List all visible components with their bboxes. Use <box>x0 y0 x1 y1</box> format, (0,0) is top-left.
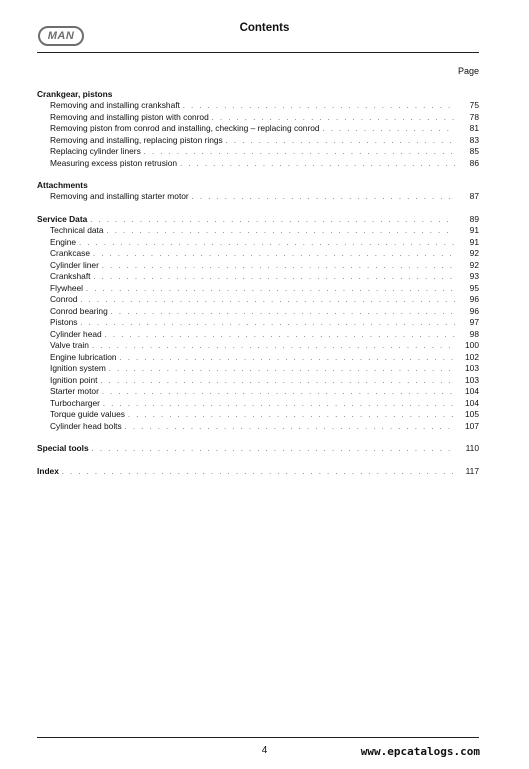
entry-label: Removing and installing, replacing piston rings <box>50 134 223 145</box>
entry-page: 98 <box>469 328 479 339</box>
section-title[interactable]: Attachments <box>37 180 88 190</box>
entry-page: 104 <box>465 397 479 408</box>
dot-leader <box>94 272 456 284</box>
entry-label: Removing and installing crankshaft <box>50 100 180 110</box>
toc-entry[interactable] <box>37 123 479 135</box>
entry-page: 105 <box>465 409 479 419</box>
entry-page: 103 <box>465 363 479 373</box>
entry-label: Starter motor <box>50 386 99 396</box>
section-page: 89 <box>469 213 479 224</box>
entry-label: Cylinder head <box>50 328 102 339</box>
footer-divider <box>37 737 479 738</box>
entry-label: Engine lubrication <box>50 351 117 362</box>
toc-entry[interactable] <box>37 237 479 249</box>
table-of-contents <box>37 89 479 488</box>
entry-page: 83 <box>469 134 479 145</box>
entry-label: Removing and installing starter motor <box>50 191 189 201</box>
dot-leader <box>128 410 455 422</box>
section-title: Service Data <box>37 213 88 224</box>
entry-page: 104 <box>465 386 479 396</box>
dot-leader <box>111 307 455 319</box>
toc-entry[interactable] <box>37 112 479 124</box>
dot-leader <box>93 249 455 261</box>
dot-leader <box>180 159 455 171</box>
entry-page: 91 <box>469 236 479 247</box>
toc-section-index <box>37 466 479 478</box>
section-page: 117 <box>465 465 479 476</box>
toc-entry[interactable] <box>37 398 479 410</box>
dot-leader <box>125 422 455 434</box>
toc-entry[interactable] <box>37 271 479 283</box>
entry-label: Technical data <box>50 225 104 235</box>
man-logo: MAN <box>38 26 84 46</box>
dot-leader <box>102 261 455 273</box>
section-page: 110 <box>465 443 479 453</box>
entry-page: 81 <box>469 123 479 133</box>
entry-page: 107 <box>465 420 479 431</box>
toc-entry[interactable] <box>37 306 479 318</box>
entry-page: 85 <box>469 146 479 156</box>
dot-leader <box>120 353 455 365</box>
dot-leader <box>90 215 455 227</box>
entry-label: Cylinder head bolts <box>50 420 122 431</box>
toc-section-attachments <box>37 180 479 203</box>
entry-label: Turbocharger <box>50 397 100 408</box>
entry-label: Valve train <box>50 340 89 350</box>
entry-label: Engine <box>50 236 77 247</box>
entry-label: Ignition system <box>50 363 106 373</box>
toc-section-special-tools <box>37 443 479 455</box>
entry-label: Crankshaft <box>50 271 91 281</box>
toc-entry[interactable] <box>37 294 479 306</box>
entry-page: 87 <box>469 191 479 201</box>
dot-leader <box>105 330 455 342</box>
entry-page: 91 <box>469 225 479 235</box>
entry-label: Flywheel <box>50 282 84 293</box>
dot-leader <box>102 387 455 399</box>
entry-label: Conrod bearing <box>50 305 108 316</box>
watermark-url[interactable]: www.epcatalogs.com <box>360 745 480 758</box>
section-title[interactable]: Crankgear, pistons <box>37 89 113 99</box>
dot-leader <box>144 147 455 159</box>
page-column-header: Page <box>457 66 479 76</box>
entry-page: 97 <box>469 317 479 327</box>
dot-leader <box>86 284 455 296</box>
dot-leader <box>79 238 455 250</box>
header-divider <box>37 52 479 53</box>
dot-leader <box>192 192 455 204</box>
dot-leader <box>109 364 455 376</box>
entry-page: 75 <box>469 100 479 110</box>
dot-leader <box>103 399 455 411</box>
entry-page: 86 <box>469 157 479 168</box>
dot-leader <box>183 101 455 113</box>
entry-page: 95 <box>469 282 479 293</box>
page-title: Contents <box>239 22 290 34</box>
toc-entry[interactable] <box>37 135 479 147</box>
entry-label: Removing piston from conrod and installing, checking – replacing conrod <box>50 123 320 133</box>
entry-page: 78 <box>469 111 479 122</box>
entry-page: 96 <box>469 305 479 316</box>
entry-label: Pistons <box>50 317 78 327</box>
entry-label: Torque guide values <box>50 409 125 419</box>
dot-leader <box>92 444 455 456</box>
dot-leader <box>62 467 455 479</box>
toc-entry[interactable] <box>37 363 479 375</box>
toc-entry[interactable] <box>37 317 479 329</box>
section-title-row[interactable] <box>37 466 479 478</box>
section-title: Index <box>37 465 59 476</box>
toc-entry[interactable] <box>37 375 479 387</box>
entry-page: 92 <box>469 248 479 258</box>
toc-entry[interactable] <box>37 191 479 203</box>
page-number: 4 <box>261 745 268 756</box>
dot-leader <box>107 226 455 238</box>
entry-label: Ignition point <box>50 374 98 385</box>
toc-entry[interactable] <box>37 158 479 170</box>
section-title-row[interactable] <box>37 443 479 455</box>
dot-leader <box>101 376 456 388</box>
toc-entry[interactable] <box>37 248 479 260</box>
dot-leader <box>226 136 455 148</box>
section-title-row[interactable] <box>37 214 479 226</box>
toc-entry[interactable] <box>37 329 479 341</box>
toc-section-crankgear-pistons <box>37 89 479 169</box>
toc-entry[interactable] <box>37 225 479 237</box>
entry-label: Removing and installing piston with conrod <box>50 111 209 122</box>
toc-entry[interactable] <box>37 260 479 272</box>
section-title: Special tools <box>37 443 89 453</box>
toc-entry[interactable] <box>37 386 479 398</box>
entry-label: Replacing cylinder liners <box>50 146 141 156</box>
entry-label: Measuring excess piston retrusion <box>50 157 178 168</box>
dot-leader <box>80 295 455 307</box>
dot-leader <box>92 341 455 353</box>
toc-entry[interactable] <box>37 340 479 352</box>
entry-page: 92 <box>469 259 479 270</box>
entry-label: Cylinder liner <box>50 259 99 270</box>
entry-page: 96 <box>469 294 479 304</box>
toc-entry[interactable] <box>37 100 479 112</box>
dot-leader <box>323 124 455 136</box>
entry-label: Conrod <box>50 294 78 304</box>
entry-label: Crankcase <box>50 248 91 258</box>
toc-section-service-data <box>37 214 479 433</box>
toc-entry[interactable] <box>37 409 479 421</box>
entry-page: 100 <box>465 340 479 350</box>
entry-page: 103 <box>465 374 479 385</box>
toc-entry[interactable] <box>37 283 479 295</box>
entry-page: 102 <box>465 351 479 362</box>
entry-page: 93 <box>469 271 479 281</box>
toc-entry[interactable] <box>37 352 479 364</box>
toc-entry[interactable] <box>37 146 479 158</box>
toc-entry[interactable] <box>37 421 479 433</box>
dot-leader <box>80 318 455 330</box>
